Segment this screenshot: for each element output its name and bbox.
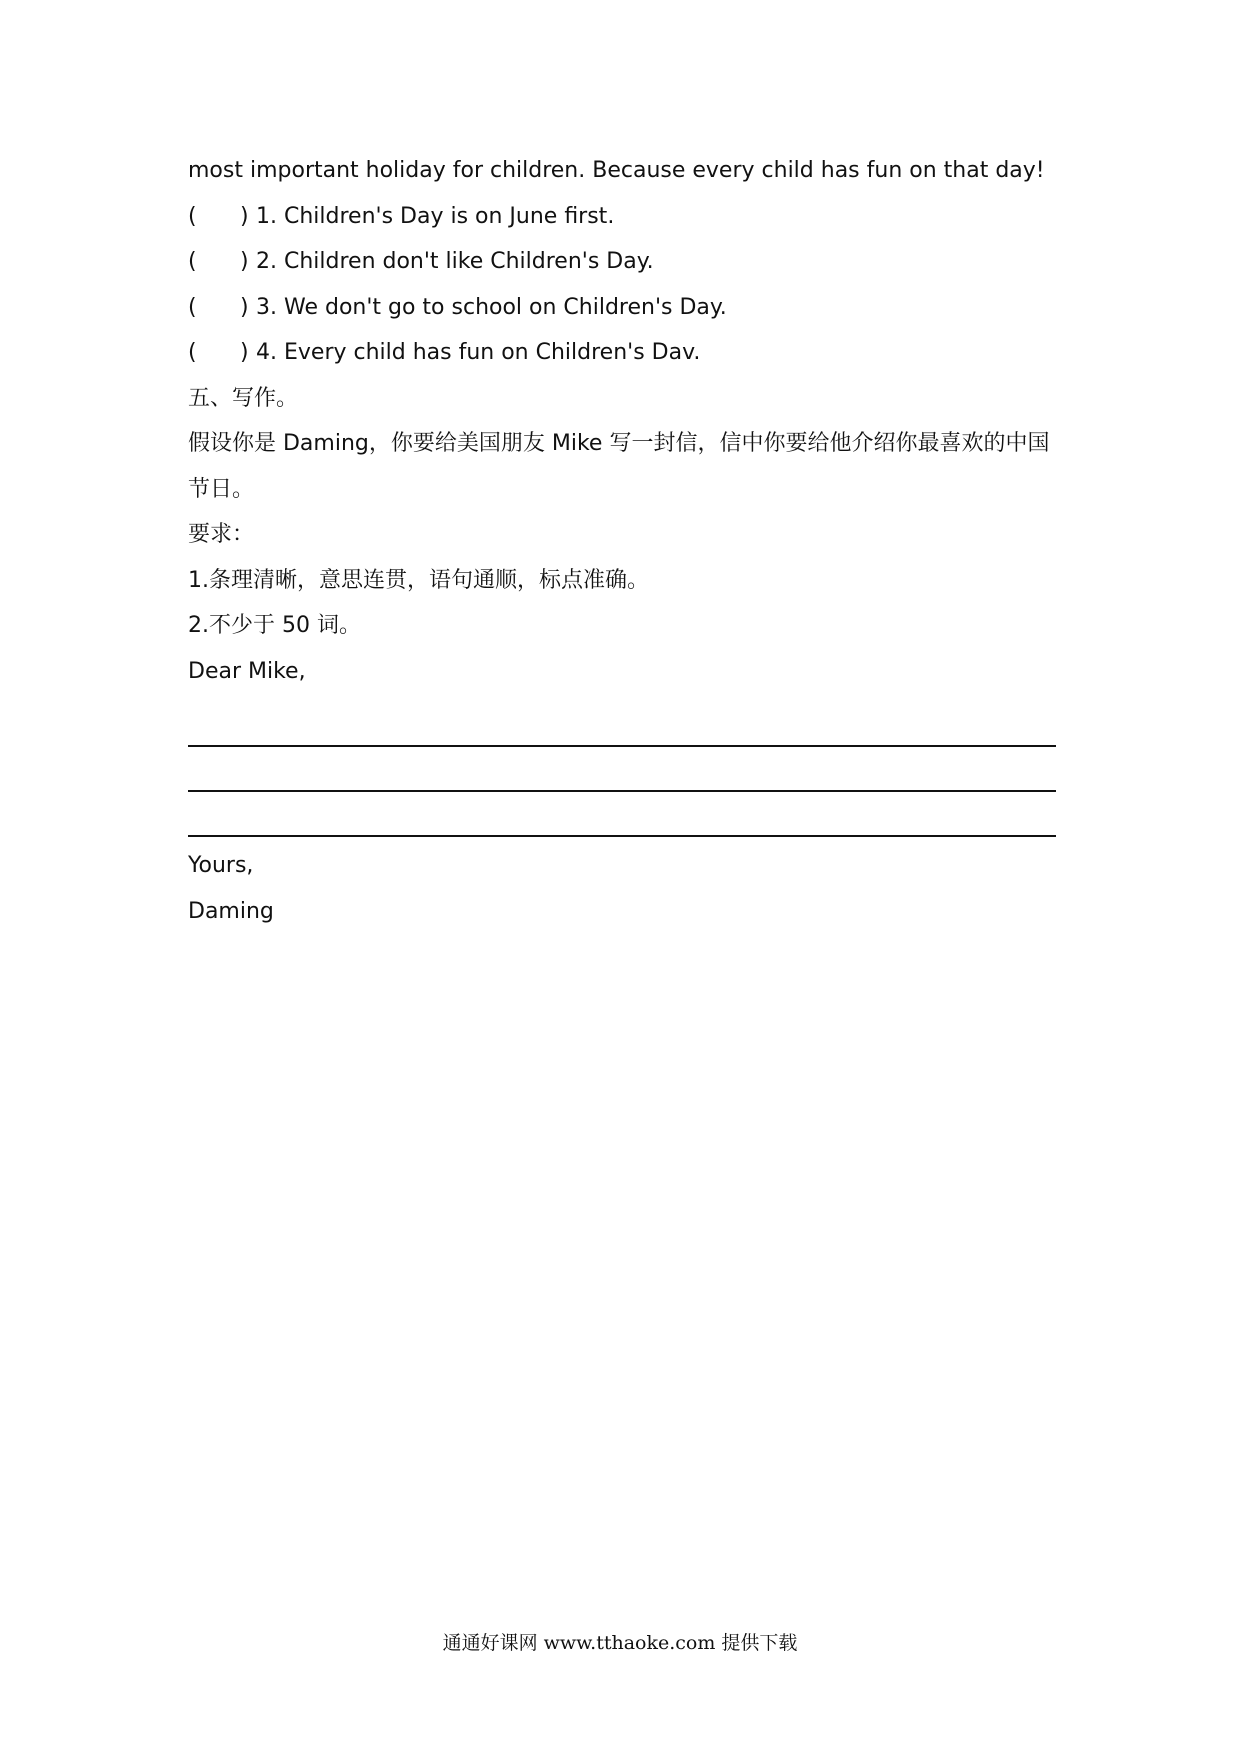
true-false-item-2 xyxy=(188,239,1058,285)
requirements-label: 要求： xyxy=(188,522,255,547)
statement-text: 3. We don't go to school on Children's Day. xyxy=(256,294,727,320)
requirement-item: 1.条理清晰，意思连贯，语句通顺，标点准确。 xyxy=(188,567,649,593)
page-footer: 通通好课网 www.tthaoke.com 提供下载 xyxy=(442,1632,798,1654)
letter-closing: Yours, xyxy=(188,853,254,878)
statement-text: 4. Every child has fun on Children's Dav. xyxy=(256,340,701,365)
true-false-item-4 xyxy=(188,330,1058,376)
answer-line[interactable] xyxy=(188,747,1056,792)
answer-bracket-open[interactable]: ( xyxy=(188,203,197,229)
statement-text: 2. Children don't like Children's Day. xyxy=(256,249,654,274)
answer-bracket-close: ) xyxy=(240,249,249,274)
letter-signature: Daming xyxy=(188,898,274,924)
answer-bracket-close: ) xyxy=(240,203,249,229)
letter-greeting: Dear Mike, xyxy=(188,658,306,684)
writing-area[interactable] xyxy=(188,702,1058,837)
answer-bracket-open[interactable]: ( xyxy=(188,294,197,320)
true-false-item-1 xyxy=(188,194,1058,240)
answer-bracket-close: ) xyxy=(240,340,249,365)
statement-text: 1. Children's Day is on June first. xyxy=(256,203,615,229)
answer-bracket-close: ) xyxy=(240,294,249,320)
answer-line[interactable] xyxy=(188,792,1056,837)
true-false-item-3 xyxy=(188,285,1058,331)
answer-bracket-open[interactable]: ( xyxy=(188,249,197,274)
writing-prompt: 假设你是 Daming，你要给美国朋友 Mike 写一封信，信中你要给他介绍你最喜欢的中国节日。 xyxy=(188,431,1050,502)
answer-bracket-open[interactable]: ( xyxy=(188,340,197,365)
section-heading-writing: 五、写作。 xyxy=(188,385,299,411)
answer-line[interactable] xyxy=(188,702,1056,747)
passage-last-line: most important holiday for children. Because every child has fun on that day! xyxy=(188,158,1045,183)
requirement-item: 2.不少于 50 词。 xyxy=(188,613,361,638)
worksheet-page xyxy=(188,148,1058,934)
